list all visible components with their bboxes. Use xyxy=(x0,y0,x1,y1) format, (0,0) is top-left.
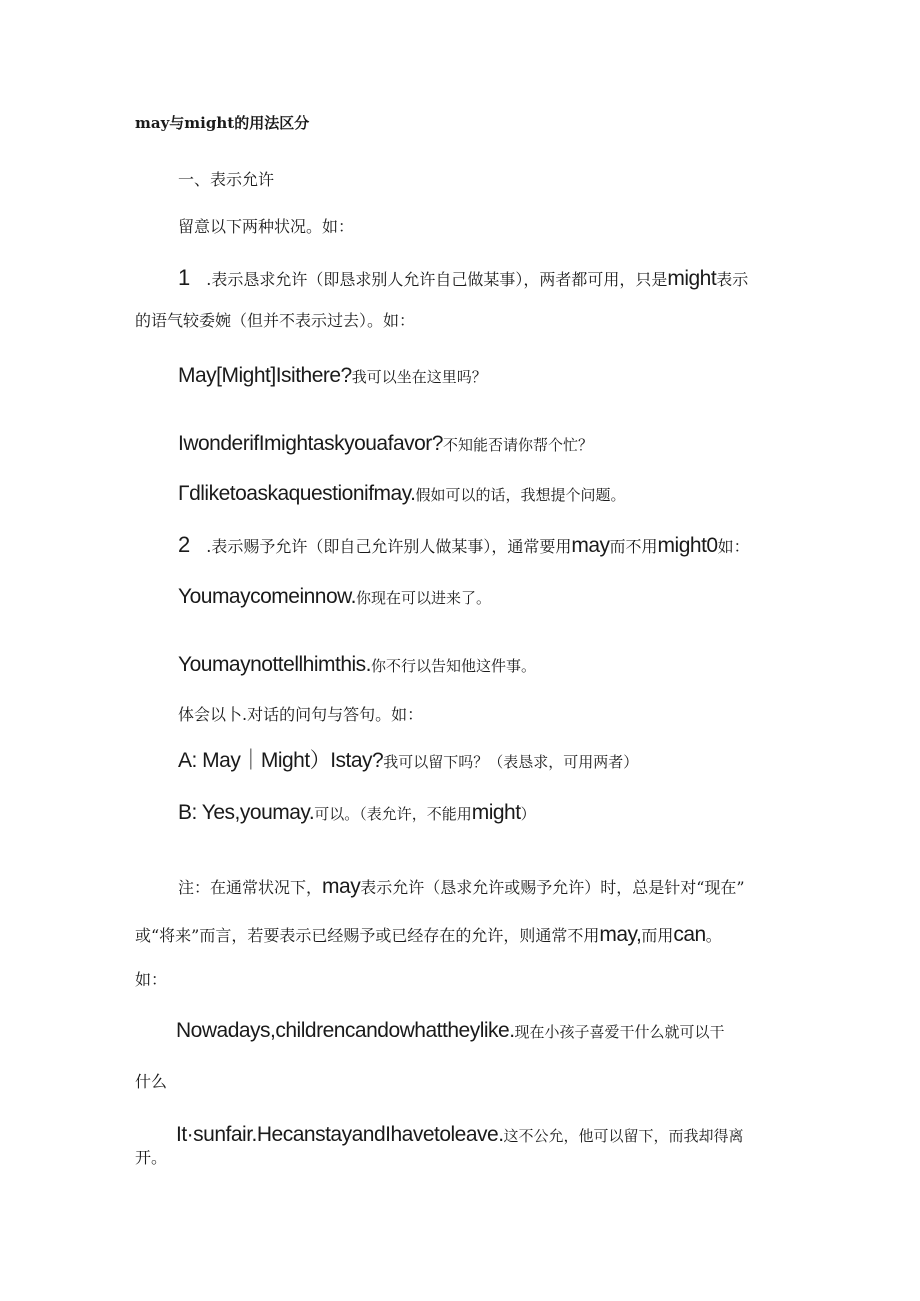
dialog-a-english: A: May｜Might）Istay? xyxy=(178,749,384,772)
example-6 xyxy=(176,1020,725,1041)
point-1-number: 1 xyxy=(178,265,191,290)
example-7-continuation: 开。 xyxy=(135,1148,168,1167)
page-title: may与might的用法区分 xyxy=(135,114,310,132)
point-2 xyxy=(178,534,750,556)
dialog-b-keyword: might xyxy=(471,801,521,824)
point-2-text: .表示赐予允许（即自己允许别人做某事），通常要用 xyxy=(206,537,572,556)
point-2-keyword-might: might0 xyxy=(657,534,718,557)
note-2-text: 或“将来”而言，若要表示已经赐予或已经存在的允许，则通常不用 xyxy=(135,926,600,945)
example-6-english: Nowadays,childrencandowhattheylike. xyxy=(176,1019,515,1042)
example-7-chinese: 这不公允，他可以留下，而我却得离 xyxy=(503,1127,744,1145)
example-4 xyxy=(178,586,491,607)
dialog-line-a xyxy=(178,750,638,771)
example-7-english: It·sunfair.HecanstayandIhavetoleave. xyxy=(176,1123,504,1146)
example-5-english: Youmaynottellhimthis. xyxy=(178,653,371,676)
intro-text: 留意以下两种状况。如： xyxy=(178,217,355,236)
point-2-number: 2 xyxy=(178,532,191,557)
example-3 xyxy=(178,483,626,504)
example-2-english: IwonderifImightaskyouafavor? xyxy=(178,432,443,455)
example-4-english: Youmaycomeinnow. xyxy=(178,585,357,608)
example-4-chinese: 你现在可以进来了。 xyxy=(356,589,492,607)
dialog-line-b xyxy=(178,802,536,823)
point-2-text-mid: 而不用 xyxy=(609,537,658,556)
note-2-text-mid: 而用 xyxy=(641,926,674,945)
point-1 xyxy=(178,267,748,289)
example-1-english: May[Might]Isithere? xyxy=(178,364,352,387)
note-2-text-end: 。 xyxy=(705,926,722,945)
note-line-3: 如： xyxy=(135,970,168,989)
note-line-2 xyxy=(135,924,722,945)
point-1-text: .表示恳求允许（即恳求别人允许自己做某事），两者都可用，只是 xyxy=(206,270,668,289)
dialog-b-english: B: Yes,youmay. xyxy=(178,801,315,824)
point-2-text-end: 如： xyxy=(717,537,750,556)
example-6-chinese: 现在小孩子喜爱干什么就可以干 xyxy=(514,1023,725,1041)
note-line-1 xyxy=(178,876,745,897)
example-2-chinese: 不知能否请你帮个忙？ xyxy=(442,436,593,454)
point-1-continuation: 的语气较委婉（但并不表示过去）。如： xyxy=(135,311,416,330)
point-2-keyword-may: may xyxy=(571,534,610,557)
example-5-chinese: 你不行以告知他这件事。 xyxy=(371,657,537,675)
point-1-text-end: 表示 xyxy=(716,270,749,289)
note-2-keyword-may: may, xyxy=(599,923,642,946)
dialog-b-chinese: 可以。（表允许，不能用 xyxy=(314,805,472,823)
note-1-text-end: 表示允许（恳求允许或赐予允许）时，总是针对“现在” xyxy=(360,878,745,897)
note-1-text: 注：在通常状况下， xyxy=(178,878,323,897)
section-heading: 一、表示允许 xyxy=(178,170,275,189)
example-2 xyxy=(178,433,593,454)
dialog-intro: 体会以卜.对话的问句与答句。如： xyxy=(178,705,424,724)
example-7 xyxy=(176,1124,744,1145)
note-1-keyword: may xyxy=(322,875,361,898)
example-3-english: Γdliketoaskaquestionifmay. xyxy=(178,482,416,505)
note-2-keyword-can: can xyxy=(673,923,706,946)
dialog-b-end: ） xyxy=(520,805,536,823)
dialog-a-chinese: 我可以留下吗？（表恳求，可用两者） xyxy=(383,753,639,771)
example-1 xyxy=(178,365,487,386)
example-1-chinese: 我可以坐在这里吗？ xyxy=(351,368,487,386)
point-1-keyword: might xyxy=(667,267,717,290)
example-3-chinese: 假如可以的话，我想提个问题。 xyxy=(415,486,626,504)
example-6-continuation: 什么 xyxy=(135,1072,168,1091)
example-5 xyxy=(178,654,536,675)
